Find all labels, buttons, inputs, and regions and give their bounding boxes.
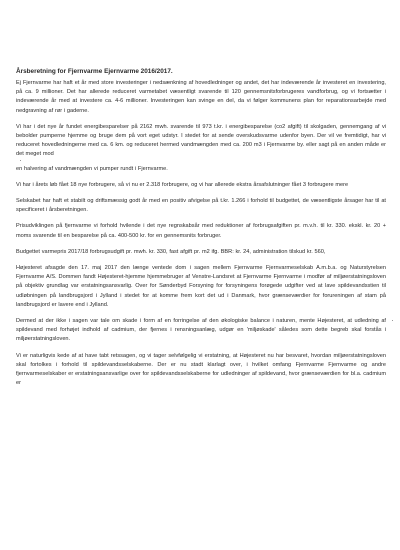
paragraph-water-volume: en halvering af vandmængden vi pumper rundt i Fjernvarme. <box>16 165 168 172</box>
paragraph-energy-savings: Vi har i det nye år fundet energibesparelser på 2162 mwh. svarende til 973 t.kr. i energibesparelse (co2 afgift) til skolgaden, gennemgang af vi bebolder pumperne hjemme og bruge dem på vort eget udstyr. I stedet for at sende overskudsvarme udenfor byen. Der vil ve fremtidigt, har vi reduceret hovedledningerne med ca. 6 km. og reduceret hermed vandmængden med ca. 200 m3 i Fjernvarme by. eller sagt på en anden måde er det meget mod <box>16 123 386 158</box>
scan-speck <box>392 320 393 321</box>
paragraph-investments: Ej Fjernvarme har haft et år med store investeringer i nedsænkning af hovedledninger og andet, det har indeværende år investeret en investering, på ca. 9 millioner. Det har allerede reduceret varmetabet væsentligt svarende til 120 gennemsnitsforbrugeres vandforbrug, og vi fortsætter i indeværende år med at investere ca. 4-6 millioner. Investeringen kan svinge en del, da vi følger kommunens plan for reparationsarbejde med nedgravning af rør i gaderne. <box>16 80 386 114</box>
paragraph-new-consumers: Vi har i årets løb fået 18 nye forbrugere, så vi nu er 2.318 forbrugere, og vi har allerede ekstra årsafslutninger fået 3 forbrugere mere <box>16 181 349 188</box>
paragraph-price-development: Prisudviklingen på fjernvarme vi forhold hvilende i det nye regnskabsår med reduktioner af forbrugsafgiften pr. m.v.h. til kr. 330. ekskl. kr. 20 + moms svarende til en besparelse på ca. 400-500 kr. for en gennemsnits forbruger. <box>16 223 386 239</box>
paragraph-budget: Budgettet varmepris 2017/18 forbrugsudgift pr. mwh. kr. 330, fast afgift pr. m2 ifg. BBR: kr. 24, administration tilskud kr. 560, <box>16 248 326 255</box>
paragraph-consequences: Vi er naturligvis kede af at have tabt retssagen, og vi tager selvfølgelig vi erstatning, at Højesteret nu har besvaret, hvordan miljøerstatningsloven skal fortolkes i forhold til spildevandsselskaberne. Der er nu stadt klarlagt over, i hvilket omfang Fjernvarme Fjernvarme og andre fjernvarmeselskaber er erstatningsansvarlige over for spildevandsselskaberne for udledninger af spildevand, hvor grænseværdien for bl.a. cadmium er <box>16 352 386 387</box>
paragraph-supreme-court-ruling: Højesteret afsagde den 17. maj 2017 den længe ventede dom i sagen mellem Fjernvarme Fjernvarmeselskab A.m.b.a. og Naturstyrelsen Fjernvarme A/S. Dommen fandt Højesteret-hjemme hjemmebruger af Venstre-Landsret at Fjernvarme Fjernvarme i modfør af miljøerstatningsloven på objektiv grundlag var erstatningsansvarlig. Over for Sønderbyd Forsyning for forsyningens forøgede udgifter ved at lave spildevandsstien til udløbningen på landbrugsjord i Jylland i stedet for at komme frem kort det ud i Danmark, hvor grænseværdier for forureningen af stam på landbrugsjord er lavere end i Jylland. <box>16 265 386 308</box>
document-title: Årsberetning for Fjernvarme Ejernvarme 2016/2017. <box>16 68 173 75</box>
paragraph-operating-result: Selskabet har haft et stabilt og driftsmæssig godt år med en positiv afvigelse på t.kr. 1.266 i forhold til budgettet, de væsentligste årsager har til at specificeret i årsberetningen. <box>16 198 386 214</box>
paragraph-environmental-damage: Dermed at der ikke i sagen var tale om skade i form af en forringelse af den økologiske balance i naturen, mente Højesteret, at udledning af spildevand med forhøjet indhold af cadmium, der fjernes i rensningsanlæg, udgør en 'miljøskade' således som dette begreb skal forstås i miljøerstatningsloven. <box>16 318 386 343</box>
scan-speck <box>20 160 21 161</box>
